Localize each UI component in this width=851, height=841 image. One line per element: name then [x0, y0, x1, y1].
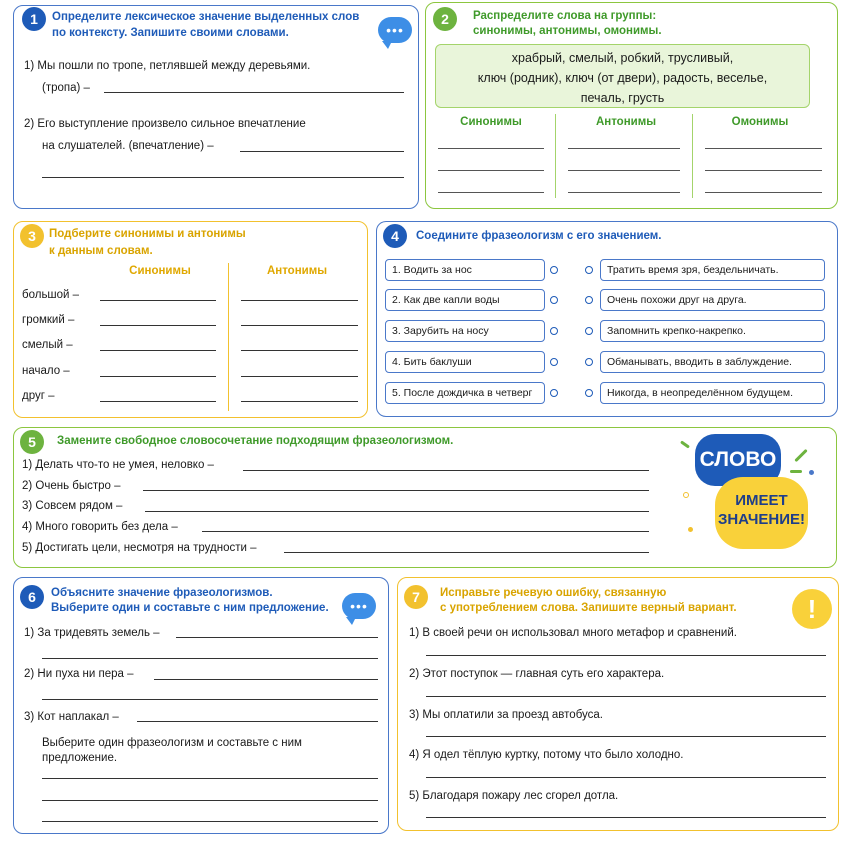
task2-title-line1: Распределите слова на группы: — [473, 10, 657, 22]
meaning-1[interactable]: Тратить время зря, бездельничать. — [600, 259, 825, 281]
logo-decor-dot-1 — [683, 492, 689, 498]
task1-title-line2: по контексту. Запишите своими словами. — [52, 27, 289, 39]
logo-decor-dash-3 — [790, 470, 802, 473]
task5-item-3: 3) Совсем рядом – — [22, 500, 123, 512]
task5-answer-line-3[interactable] — [145, 511, 649, 512]
task2-divider-1 — [555, 114, 556, 198]
task4-title: Соедините фразеологизм с его значением. — [416, 230, 662, 242]
task3-word-3: смелый – — [22, 339, 73, 351]
task3-ant-line-5[interactable] — [241, 401, 358, 402]
meaning-5[interactable]: Никогда, в неопределённом будущем. — [600, 382, 825, 404]
task3-divider — [228, 263, 229, 411]
task1-title-line1: Определите лексическое значение выделенных слов — [52, 11, 360, 23]
task1-item2-text: 2) Его выступление произвело сильное впечатление — [24, 118, 306, 130]
task3-ant-line-4[interactable] — [241, 376, 358, 377]
task2-title-line2: синонимы, антонимы, омонимы. — [473, 25, 662, 37]
task2-words-line2: ключ (родник), ключ (от двери), радость, веселье, — [477, 71, 768, 85]
task7-title-line2: с употреблением слова. Запишите верный вариант. — [440, 602, 737, 614]
meaning-3-connector[interactable] — [585, 327, 593, 335]
task3-title-line1: Подберите синонимы и антонимы — [49, 228, 246, 240]
task1-item1-word: (тропа) – — [42, 82, 90, 94]
task2-number: 2 — [433, 7, 457, 31]
task2-syn-line-3[interactable] — [438, 192, 544, 193]
phrase-5-connector[interactable] — [550, 389, 558, 397]
task1-item2-word: на слушателей. (впечатление) – — [42, 140, 214, 152]
task2-word-bank — [435, 44, 810, 108]
task2-syn-line-1[interactable] — [438, 148, 544, 149]
phrase-3-connector[interactable] — [550, 327, 558, 335]
task3-title-line2: к данным словам. — [49, 245, 153, 257]
task2-syn-line-2[interactable] — [438, 170, 544, 171]
meaning-5-connector[interactable] — [585, 389, 593, 397]
task3-syn-line-1[interactable] — [100, 300, 216, 301]
task7-answer-line-2[interactable] — [426, 696, 826, 697]
phrase-3[interactable]: 3. Зарубить на носу — [385, 320, 545, 342]
task1-answer-line-2[interactable] — [240, 151, 404, 152]
task3-syn-line-2[interactable] — [100, 325, 216, 326]
meaning-3[interactable]: Запомнить крепко-накрепко. — [600, 320, 825, 342]
task7-number: 7 — [404, 585, 428, 609]
chat-bubble-icon-2: ••• — [342, 593, 376, 619]
task7-title-line1: Исправьте речевую ошибку, связанную — [440, 587, 667, 599]
task7-item-5: 5) Благодаря пожару лес сгорел дотла. — [409, 790, 619, 802]
task3-syn-line-3[interactable] — [100, 350, 216, 351]
logo-words-imeet-znachenie — [715, 477, 808, 549]
task6-instruction-line1: Выберите один фразеологизм и составьте с ним — [42, 737, 302, 749]
task6-sentence-line-2[interactable] — [42, 800, 378, 801]
task6-item-1: 1) За тридевять земель – — [24, 627, 160, 639]
task5-item-5: 5) Достигать цели, несмотря на трудности – — [22, 542, 257, 554]
task3-word-2: громкий – — [22, 314, 75, 326]
task2-col-homonyms: Омонимы — [731, 116, 789, 128]
task4-number: 4 — [383, 224, 407, 248]
logo-decor-dot-2 — [688, 527, 693, 532]
task6-sentence-line-1[interactable] — [42, 778, 378, 779]
task6-item-2: 2) Ни пуха ни пера – — [24, 668, 134, 680]
task3-ant-line-1[interactable] — [241, 300, 358, 301]
logo-word-imeet: ИМЕЕТ — [735, 492, 788, 509]
task5-item-2: 2) Очень быстро – — [22, 480, 121, 492]
task1-item1-text: 1) Мы пошли по тропе, петлявшей между деревьями. — [24, 60, 311, 72]
phrase-2[interactable]: 2. Как две капли воды — [385, 289, 545, 311]
task3-col-antonyms: Антонимы — [266, 265, 328, 277]
task1-answer-line-1[interactable] — [104, 92, 404, 93]
task3-word-5: друг – — [22, 390, 55, 402]
meaning-1-connector[interactable] — [585, 266, 593, 274]
task5-answer-line-5[interactable] — [284, 552, 649, 553]
task2-divider-2 — [692, 114, 693, 198]
meaning-4[interactable]: Обманывать, вводить в заблуждение. — [600, 351, 825, 373]
task7-item-2: 2) Этот поступок — главная суть его характера. — [409, 668, 665, 680]
task6-number: 6 — [20, 585, 44, 609]
task1-answer-line-3[interactable] — [42, 177, 404, 178]
exclamation-icon: ! — [792, 589, 832, 629]
task3-syn-line-5[interactable] — [100, 401, 216, 402]
phrase-4[interactable]: 4. Бить баклуши — [385, 351, 545, 373]
task6-answer-line-1b[interactable] — [42, 658, 378, 659]
task2-col-synonyms: Синонимы — [460, 116, 522, 128]
meaning-2-connector[interactable] — [585, 296, 593, 304]
task2-col-antonyms: Антонимы — [595, 116, 657, 128]
task6-title-line2: Выберите один и составьте с ним предложение. — [51, 602, 329, 614]
task6-answer-line-3a[interactable] — [137, 721, 378, 722]
task3-number: 3 — [20, 224, 44, 248]
task7-item-1: 1) В своей речи он использовал много метафор и сравнений. — [409, 627, 737, 639]
phrase-1-connector[interactable] — [550, 266, 558, 274]
chat-bubble-icon: ••• — [378, 17, 412, 43]
task7-answer-line-4[interactable] — [426, 777, 826, 778]
task5-answer-line-4[interactable] — [202, 531, 649, 532]
task3-ant-line-2[interactable] — [241, 325, 358, 326]
phrase-4-connector[interactable] — [550, 358, 558, 366]
task3-ant-line-3[interactable] — [241, 350, 358, 351]
task5-title: Замените свободное словосочетание подходящим фразеологизмом. — [57, 435, 454, 447]
task5-answer-line-1[interactable] — [243, 470, 649, 471]
task5-item-1: 1) Делать что-то не умея, неловко – — [22, 459, 214, 471]
phrase-2-connector[interactable] — [550, 296, 558, 304]
task2-ant-line-1[interactable] — [568, 148, 680, 149]
logo-decor-dot-3 — [809, 470, 814, 475]
phrase-1[interactable]: 1. Водить за нос — [385, 259, 545, 281]
task2-ant-line-2[interactable] — [568, 170, 680, 171]
task6-title-line1: Объясните значение фразеологизмов. — [51, 587, 273, 599]
task5-item-4: 4) Много говорить без дела – — [22, 521, 178, 533]
task3-word-1: большой – — [22, 289, 80, 301]
task2-words-line3: печаль, грусть — [580, 91, 665, 105]
task3-syn-line-4[interactable] — [100, 376, 216, 377]
task6-answer-line-2a[interactable] — [154, 679, 378, 680]
task6-sentence-line-3[interactable] — [42, 821, 378, 822]
task7-answer-line-1[interactable] — [426, 655, 826, 656]
task6-instruction-line2: предложение. — [42, 752, 118, 764]
task2-hom-line-3[interactable] — [705, 192, 822, 193]
task2-ant-line-3[interactable] — [568, 192, 680, 193]
task7-item-4: 4) Я одел тёплую куртку, потому что было холодно. — [409, 749, 684, 761]
task6-answer-line-1a[interactable] — [176, 637, 378, 638]
phrase-5[interactable]: 5. После дождичка в четверг — [385, 382, 545, 404]
task2-hom-line-1[interactable] — [705, 148, 822, 149]
task7-answer-line-5[interactable] — [426, 817, 826, 818]
task5-answer-line-2[interactable] — [143, 490, 649, 491]
task2-hom-line-2[interactable] — [705, 170, 822, 171]
task2-words-line1: храбрый, смелый, робкий, трусливый, — [511, 51, 734, 65]
logo-word-slovo: СЛОВО — [695, 434, 781, 486]
task3-col-synonyms: Синонимы — [129, 265, 191, 277]
logo-word-znachenie: ЗНАЧЕНИЕ! — [717, 511, 806, 528]
meaning-4-connector[interactable] — [585, 358, 593, 366]
task7-item-3: 3) Мы оплатили за проезд автобуса. — [409, 709, 603, 721]
meaning-2[interactable]: Очень похожи друг на друга. — [600, 289, 825, 311]
task1-number: 1 — [22, 7, 46, 31]
task6-answer-line-2b[interactable] — [42, 699, 378, 700]
task3-word-4: начало – — [22, 365, 70, 377]
task5-number: 5 — [20, 430, 44, 454]
task6-item-3: 3) Кот наплакал – — [24, 711, 119, 723]
task7-answer-line-3[interactable] — [426, 736, 826, 737]
